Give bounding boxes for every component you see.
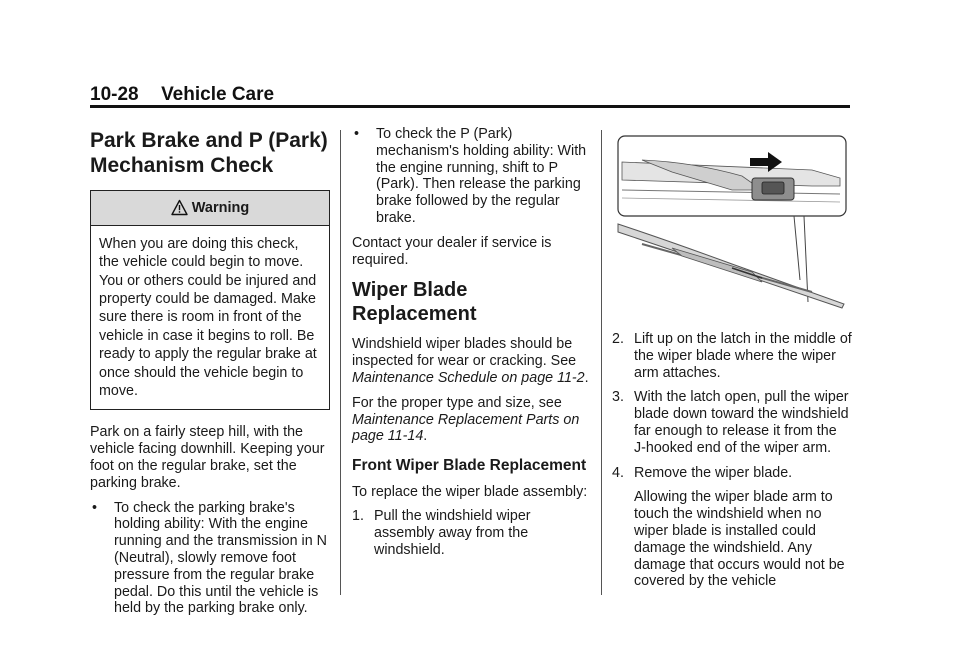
section-title-line2: Mechanism Check	[90, 154, 274, 177]
column-divider-2	[601, 130, 602, 595]
step-text: Lift up on the latch in the middle of the wiper blade where the wiper arm attaches.	[634, 331, 852, 381]
bullet-parking-brake	[90, 500, 330, 618]
step-2	[612, 331, 852, 381]
step-number: 1.	[352, 508, 364, 525]
header-rule	[90, 105, 850, 108]
warning-label: Warning	[191, 200, 250, 216]
step-number: 4.	[612, 464, 624, 481]
section-title-line1: Park Brake and P (Park)	[90, 129, 328, 152]
page-number: 10-28	[90, 84, 139, 105]
warning-icon	[171, 199, 188, 216]
bullet-icon: •	[354, 126, 360, 142]
step-number: 2.	[612, 331, 624, 347]
wiper-paragraph: Windshield wiper blades should be inspected for wear or cracking. See Maintenance Schedule on page 11-2.	[352, 336, 589, 386]
chapter-title: Vehicle Care	[161, 84, 275, 105]
warning-box	[90, 190, 330, 410]
maintenance-schedule-link[interactable]: Maintenance Schedule on page 11-2	[352, 369, 585, 386]
wiper-section-title: Wiper Blade Replacement	[352, 279, 477, 326]
wiper-blade-illustration	[612, 132, 852, 312]
step-3	[612, 389, 852, 456]
contact-paragraph: Contact your dealer if service is required.	[352, 234, 552, 268]
step-text: With the latch open, pull the wiper blade down toward the windshield far enough to release it from the J-hooked end of the wiper arm.	[634, 389, 849, 456]
bullet-park-mechanism	[352, 126, 590, 227]
step-text: Pull the windshield wiper assembly away from the windshield.	[374, 508, 531, 559]
step-4	[612, 465, 852, 482]
column-divider-1	[340, 130, 341, 595]
replacement-parts-link[interactable]: Maintenance Replacement Parts on page 11-14	[352, 411, 580, 445]
bullet-text: To check the P (Park) mechanism's holding ability: With the engine running, shift to P (Park). Then release the parking brake followed by the regular brake.	[376, 126, 587, 226]
step-4-note: Allowing the wiper blade arm to touch the windshield when no wiper blade is installed could damage the windshield. Any damage that occurs would not be covered by the vehicle	[634, 489, 845, 590]
type-size-paragraph: For the proper type and size, see Maintenance Replacement Parts on page 11-14.	[352, 394, 580, 445]
warning-text: When you are doing this check, the vehicle could begin to move. You or others could be injured and property could be damaged. Make sure there is room in front of the vehicle in case it begins to roll. Be ready to apply the regular brake at once should the vehicle begin to move.	[99, 235, 317, 400]
section-title	[90, 128, 330, 178]
column-3	[612, 331, 852, 598]
step-text: Remove the wiper blade.	[634, 464, 793, 481]
warning-header	[91, 191, 329, 226]
column-1	[90, 118, 330, 625]
replace-intro: To replace the wiper blade assembly:	[352, 483, 588, 500]
step-1	[352, 508, 590, 558]
page-header	[90, 84, 274, 106]
front-wiper-subtitle: Front Wiper Blade Replacement	[352, 457, 587, 475]
bullet-icon: •	[92, 499, 98, 516]
park-paragraph: Park on a fairly steep hill, with the vehicle facing downhill. Keeping your foot on the regular brake, set the parking brake.	[90, 424, 325, 491]
column-2	[352, 118, 590, 567]
bullet-text: To check the parking brake's holding ability: With the engine running and the transmission in N (Neutral), slowly remove foot pressure from the regular brake pedal. Do this until the vehicle is held by the parking brake only.	[114, 499, 327, 617]
step-number: 3.	[612, 389, 624, 406]
